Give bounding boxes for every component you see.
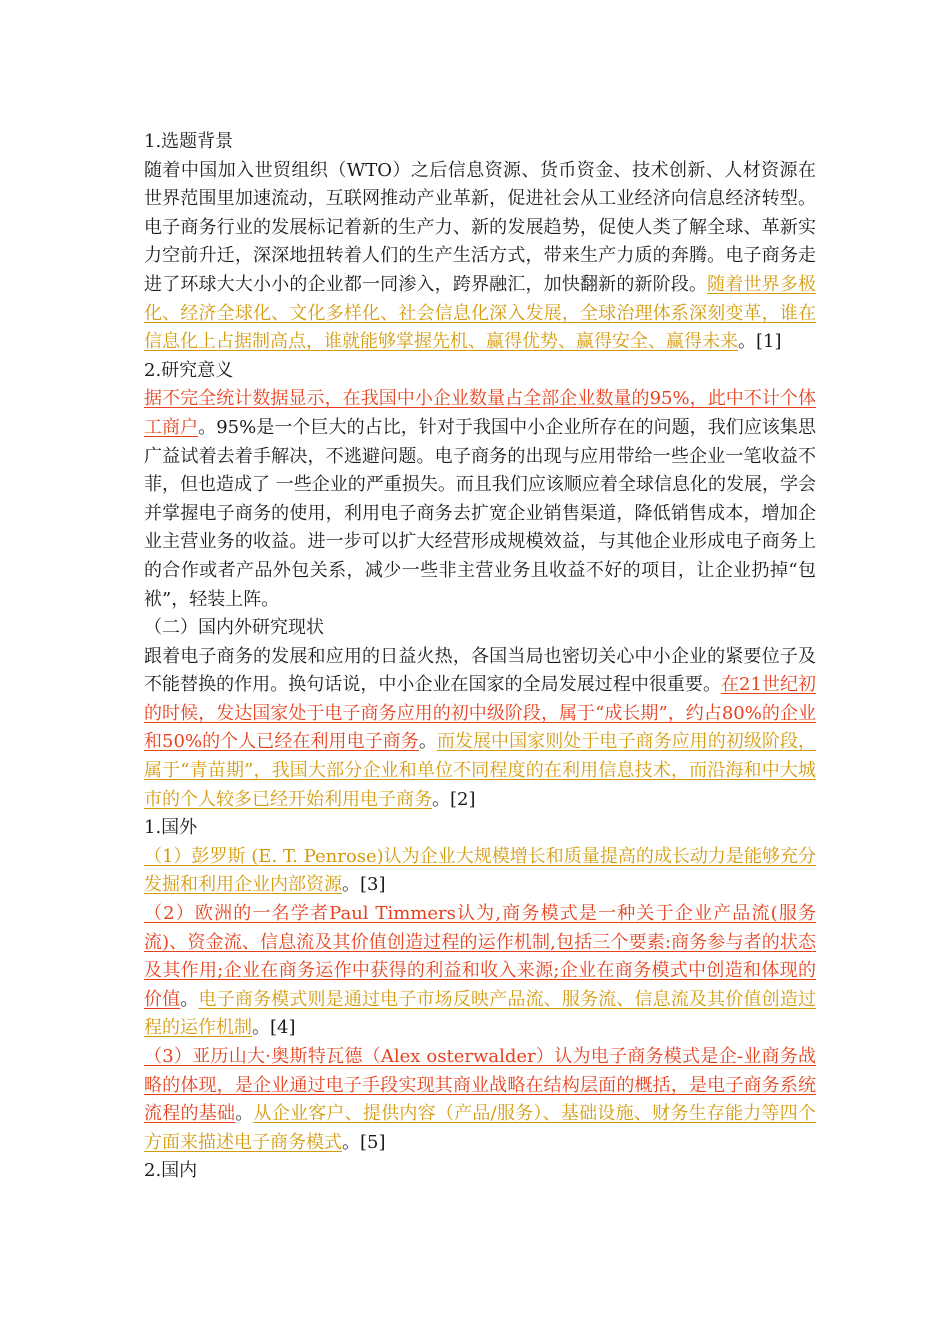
citation-5: 。[5] bbox=[342, 1131, 386, 1153]
section-heading-background: 1.选题背景 bbox=[144, 131, 234, 152]
highlight-osterwalder: （3）亚历山大·奥斯特瓦德（Alex osterwalder）认为电子商务模式是企-业商务战略的体现，是企业通过电子手段实现其商业战略在结构层面的概括，是电子商务系统流程的基础 bbox=[144, 1046, 816, 1125]
subsection-heading-foreign: 1.国外 bbox=[144, 817, 198, 839]
citation-2: 。[2] bbox=[432, 788, 476, 810]
document-body bbox=[144, 128, 816, 1186]
highlight-timmers: （2）欧洲的一名学者Paul Timmers认为,商务模式是一种关于企业产品流(服务流)、资金流、信息流及其价值创造过程的运作机制,包括三个要素:商务参与者的状态及其作用;企业在商务运作中获得的利益和收入来源;企业在商务模式中创造和体现的价值 bbox=[144, 903, 816, 1010]
subsection-heading-domestic: 2.国内 bbox=[144, 1160, 198, 1182]
paragraph-significance bbox=[144, 385, 816, 614]
paragraph-research-status bbox=[144, 643, 816, 815]
paragraph-timmers bbox=[144, 900, 816, 1043]
highlight-ecommerce-model: 电子商务模式则是通过电子市场反映产品流、服务流、信息流及其价值创造过程的运作机制 bbox=[144, 988, 817, 1039]
citation-4: 。[4] bbox=[252, 1017, 296, 1039]
highlight-statistic: 据不完全统计数据显示，在我国中小企业数量占全部企业数量的95%，此中不计个体工商户 bbox=[144, 388, 816, 438]
highlight-penrose: （1）彭罗斯 (E. T. Penrose)认为企业大规模增长和质量提高的成长动力是能够充分发掘和利用企业内部资源 bbox=[144, 845, 816, 896]
paragraph-background bbox=[144, 157, 816, 357]
paragraph-text: 跟着电子商务的发展和应用的日益火热，各国当局也密切关心中小企业的紧要位子及不能替换的作用。换句话说，中小企业在国家的全局发展过程中很重要。 bbox=[144, 645, 816, 696]
citation-3: 。[3] bbox=[342, 874, 386, 896]
highlight-developed-countries: 在21世纪初的时候，发达国家处于电子商务应用的初中级阶段，属于“成长期”，约占80%的企业和50%的个人已经在利用电子商务 bbox=[144, 674, 816, 753]
citation-1: 。[1] bbox=[738, 331, 782, 353]
paragraph-osterwalder bbox=[144, 1043, 816, 1157]
section-heading-research-status: （二）国内外研究现状 bbox=[144, 617, 324, 639]
highlight-four-aspects: 从企业客户、提供内容（产品/服务）、基础设施、财务生存能力等四个方面来描述电子商务模式 bbox=[144, 1103, 817, 1153]
punctuation: 。 bbox=[180, 988, 199, 1010]
paragraph-text: 随着中国加入世贸组织（WTO）之后信息资源、货币资金、技术创新、人材资源在世界范围里加速流动，互联网推动产业革新，促进社会从工业经济向信息经济转型。电子商务行业的发展标记着新的生产力、新的发展趋势，促使人类了解全球、革新实力空前升迁，深深地扭转着人们的生产生活方式，带来生产力质的奔腾。电子商务走进了环球大大小小的企业都一同渗入，跨界融汇，加快翻新的新阶段。 bbox=[144, 159, 816, 295]
paragraph-text: 。95%是一个巨大的占比，针对于我国中小企业所存在的问题，我们应该集思广益试着去着手解决，不逃避问题。电子商务的出现与应用带给一些企业一笔收益不菲，但也造成了 一些企业的严重损失。而且我们应该顺应着全球信息化的发展，学会并掌握电子商务的使用，利用电子商务去扩宽企业销售渠道，降低销售成本，增加企业主营业务的收益。进一步可以扩大经营形成规模效益，与其他企业形成电子商务上的合作或者产品外包关系，减少一些非主营业务且收益不好的项目，让企业扔掉“包袱”，轻装上阵。 bbox=[144, 416, 816, 610]
highlight-developing-countries: 而发展中国家则处于电子商务应用的初级阶段，属于“青苗期”，我国大部分企业和单位不同程度的在利用信息技术，而沿海和中大城市的个人较多已经开始利用电子商务 bbox=[144, 731, 817, 810]
section-heading-significance: 2.研究意义 bbox=[144, 359, 234, 381]
paragraph-penrose bbox=[144, 843, 816, 900]
highlight-quote: 随着世界多极化、经济全球化、文化多样化、社会信息化深入发展，全球治理体系深刻变革，谁在信息化上占据制高点，谁就能够掌握先机、赢得优势、赢得安全、赢得未来 bbox=[144, 273, 817, 353]
punctuation: 。 bbox=[418, 731, 437, 753]
punctuation: 。 bbox=[235, 1103, 254, 1125]
